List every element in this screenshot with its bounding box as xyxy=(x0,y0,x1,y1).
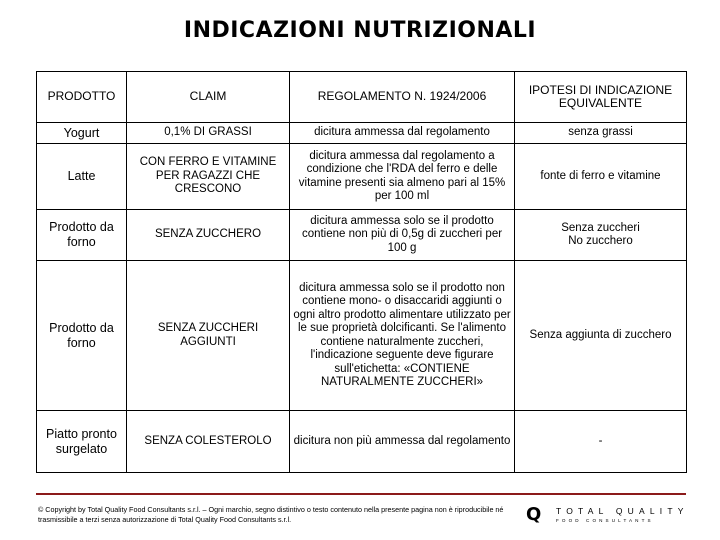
cell-claim: SENZA ZUCCHERO xyxy=(127,210,290,261)
cell-ipotesi: senza grassi xyxy=(515,123,687,144)
header-prodotto: PRODOTTO xyxy=(37,72,127,123)
cell-prodotto: Latte xyxy=(37,144,127,210)
cell-prodotto: Yogurt xyxy=(37,123,127,144)
cell-ipotesi: - xyxy=(515,411,687,473)
cell-claim: SENZA COLESTEROLO xyxy=(127,411,290,473)
table-row xyxy=(37,210,687,261)
cell-ipotesi: fonte di ferro e vitamine xyxy=(515,144,687,210)
cell-regolamento: dicitura ammessa solo se il prodotto contiene non più di 0,5g di zuccheri per 100 g xyxy=(290,210,515,261)
copyright-notice: © Copyright by Total Quality Food Consultants s.r.l. – Ogni marchio, segno distintivo o testo contenuto nella presente pagina non è riproducibile né trasmissibile a terzi senza autorizzazione di Total Quality Food Consultants s.r.l. xyxy=(38,505,504,524)
cell-claim: SENZA ZUCCHERI AGGIUNTI xyxy=(127,261,290,411)
cell-regolamento: dicitura ammessa solo se il prodotto non contiene mono- o disaccaridi aggiunti o ogni altro prodotto alimentare utilizzato per le sue proprietà dolcificanti. Se l'alimento contiene naturalmente zuccheri, l'indicazione seguente deve figurare sull'etichetta: «CONTIENE NATURALMENTE ZUCCHERI» xyxy=(290,261,515,411)
logo-name: TOTAL QUALITY xyxy=(556,506,689,516)
header-claim: CLAIM xyxy=(127,72,290,123)
logo-subtitle: FOOD CONSULTANTS xyxy=(556,518,654,523)
table-row xyxy=(37,144,687,210)
cell-regolamento: dicitura non più ammessa dal regolamento xyxy=(290,411,515,473)
cell-ipotesi: Senza aggiunta di zucchero xyxy=(515,261,687,411)
cell-claim: CON FERRO E VITAMINE PER RAGAZZI CHE CRESCONO xyxy=(127,144,290,210)
table-row xyxy=(37,411,687,473)
header-ipotesi: IPOTESI DI INDICAZIONE EQUIVALENTE xyxy=(515,72,687,123)
cell-prodotto: Prodotto da forno xyxy=(37,261,127,411)
cell-regolamento: dicitura ammessa dal regolamento xyxy=(290,123,515,144)
table-row xyxy=(37,261,687,411)
cell-prodotto: Piatto pronto surgelato xyxy=(37,411,127,473)
logo-q-icon: Q xyxy=(526,504,542,525)
company-logo xyxy=(526,504,689,529)
header-regolamento: REGOLAMENTO N. 1924/2006 xyxy=(290,72,515,123)
nutrition-claims-table xyxy=(36,71,687,473)
page-title: INDICAZIONI NUTRIZIONALI xyxy=(183,18,537,43)
cell-prodotto: Prodotto da forno xyxy=(37,210,127,261)
footer-divider xyxy=(36,493,686,495)
table-row xyxy=(37,123,687,144)
cell-claim: 0,1% DI GRASSI xyxy=(127,123,290,144)
cell-regolamento: dicitura ammessa dal regolamento a condizione che l'RDA del ferro e delle vitamine presenti sia almeno pari al 15% per 100 ml xyxy=(290,144,515,210)
cell-ipotesi: Senza zuccheri No zucchero xyxy=(515,210,687,261)
table-header-row xyxy=(37,72,687,123)
